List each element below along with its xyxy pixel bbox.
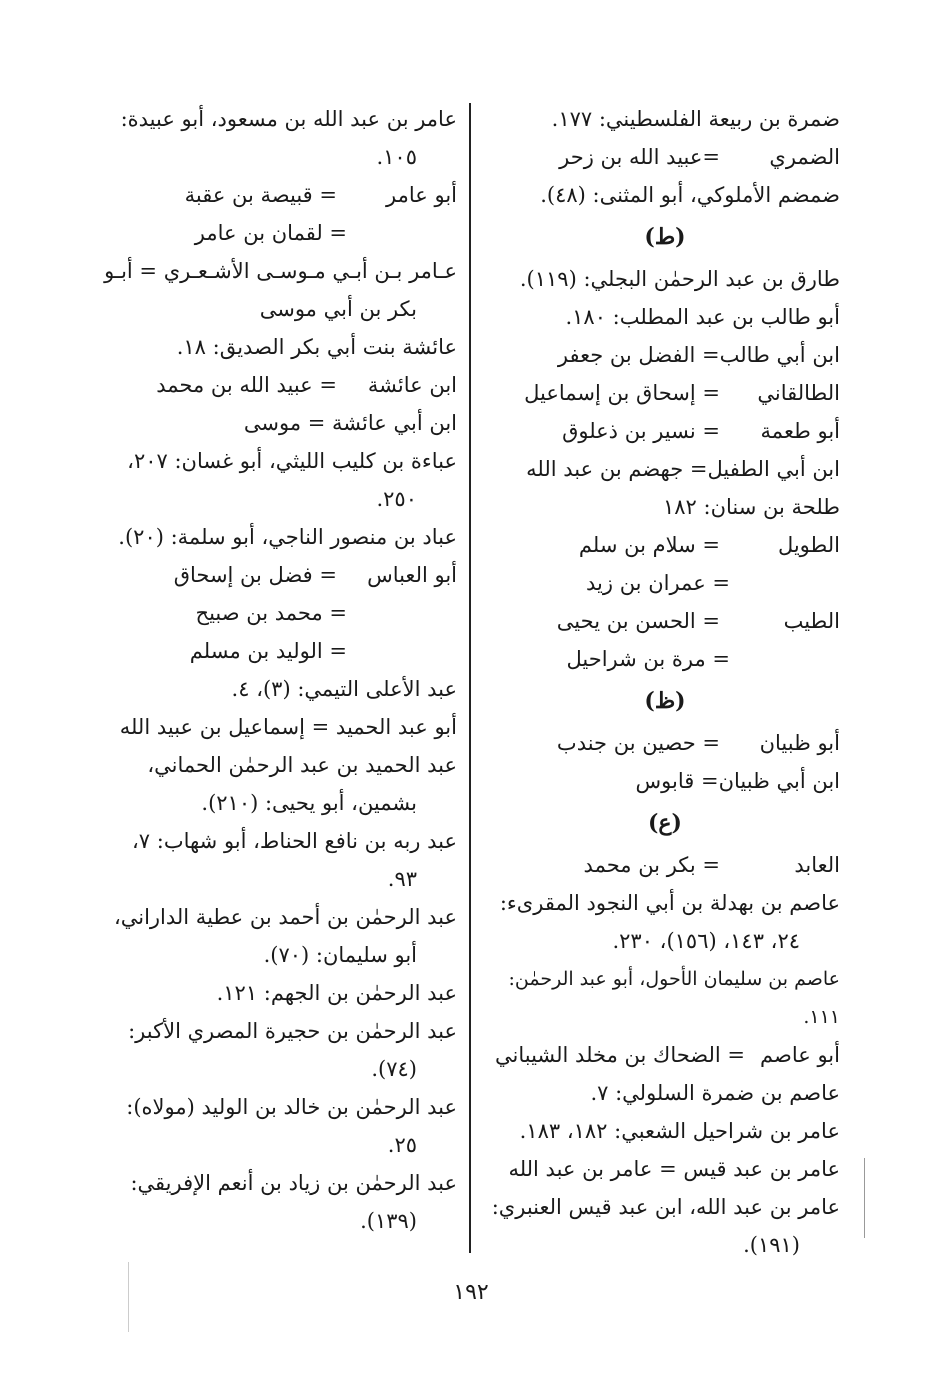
cross-reference-value: = محمد بن صبيح — [195, 601, 347, 625]
cross-reference-value: =عبيد الله بن زحر — [559, 145, 720, 169]
index-entry: عـامر بـن أبـي مـوسـى الأشـعـري = أبـو — [104, 259, 457, 283]
cross-reference-key: الطيب — [783, 609, 840, 633]
index-entry: عبد الحميد بن عبد الرحمٰن الحماني، — [147, 753, 457, 777]
cross-reference — [490, 846, 840, 884]
index-entry: عاصم بن ضمرة السلولي: ٧. — [590, 1081, 840, 1105]
letter-heading-za: (ظ) — [644, 688, 686, 714]
cross-reference — [490, 450, 840, 488]
index-entry: طلحة بن سنان: ١٨٢ — [662, 495, 840, 519]
cross-reference-value: = عمران بن زيد — [586, 571, 730, 595]
index-entry-continuation: ٢٤، ١٤٣، (١٥٦)، ٢٣٠. — [612, 929, 800, 953]
index-entry: عبد الأعلى التيمي: (٣)، ٤. — [231, 677, 457, 701]
index-entry-continuation: (٧٤). — [371, 1057, 417, 1081]
cross-reference — [490, 724, 840, 762]
index-entry: عامر بن شراحيل الشعبي: ١٨٢، ١٨٣. — [519, 1119, 840, 1143]
cross-reference — [490, 762, 840, 800]
cross-reference-key: أبو ظبيان — [759, 731, 840, 755]
cross-reference-value: = لقمان بن عامر — [194, 221, 347, 245]
index-entry: عبد الرحمٰن بن حجيرة المصري الأكبر: — [128, 1019, 457, 1043]
index-column-right — [490, 100, 840, 1264]
index-entry-continuation: بكر بن أبي موسى — [259, 297, 417, 321]
cross-reference-value: = الحسن بن يحيى — [556, 609, 720, 633]
cross-reference-value: = إسحاق بن إسماعيل — [524, 381, 720, 405]
cross-reference-value: = نسير بن ذعلوق — [562, 419, 720, 443]
index-entry: أبو طالب بن عبد المطلب: ١٨٠. — [565, 305, 840, 329]
cross-reference-key: العابد — [794, 853, 840, 877]
index-entry: عبد الرحمٰن بن خالد بن الوليد (مولاه): — [126, 1095, 457, 1119]
cross-reference-key: الطالقاني — [757, 381, 840, 405]
index-entry: عبد الرحمٰن بن الجهم: ١٢١. — [216, 981, 457, 1005]
index-entry-continuation: أبو سليمان: (٧٠). — [263, 943, 417, 967]
cross-reference — [490, 138, 840, 176]
cross-reference — [490, 336, 840, 374]
index-entry: ابن أبي عائشة = موسى — [243, 411, 457, 435]
letter-heading-ta: (ط) — [644, 224, 686, 250]
index-entry: عباد بن منصور الناجي، أبو سلمة: (٢٠). — [118, 525, 457, 549]
cross-reference-value: = فضل بن إسحاق — [173, 563, 337, 587]
cross-reference-key: الطويل — [777, 533, 840, 557]
index-entry: عاصم بن سليمان الأحول، أبو عبد الرحمٰن: ١١١. — [508, 968, 840, 1028]
cross-reference — [490, 374, 840, 412]
index-column-left — [82, 100, 457, 1240]
index-entry: عبد ربه بن نافع الحناط، أبو شهاب: ٧، — [132, 829, 457, 853]
cross-reference-key: ابن أبي طالب — [719, 343, 840, 367]
cross-reference-value: = حصين بن جندب — [556, 731, 720, 755]
scan-artifact-line — [864, 1158, 865, 1238]
cross-reference — [82, 556, 457, 594]
index-entry: طارق بن عبد الرحمٰن البجلي: (١١٩). — [519, 267, 840, 291]
index-entry-continuation: ٩٣. — [387, 867, 417, 891]
cross-reference-key: أبو العباس — [367, 563, 457, 587]
index-entry: عامر بن عبد الله بن مسعود، أبو عبيدة: — [120, 107, 457, 131]
index-entry-continuation: ٢٥. — [387, 1133, 417, 1157]
cross-reference-value: = سلام بن سلم — [578, 533, 720, 557]
cross-reference-value: = قابوس — [635, 769, 719, 793]
index-entry-continuation: (١٩١). — [743, 1233, 800, 1257]
cross-reference-value: = بكر بن محمد — [583, 853, 720, 877]
cross-reference — [82, 366, 457, 404]
index-entry: ضمضم الأملوكي، أبو المثنى: (٤٨). — [540, 183, 840, 207]
letter-heading-ain: (ع) — [648, 810, 682, 836]
cross-reference-key: أبو عامر — [386, 183, 457, 207]
cross-reference — [490, 526, 840, 564]
index-entry: أبو عبد الحميد = إسماعيل بن عبيد الله — [119, 715, 457, 739]
cross-reference-value: = عبيد الله بن محمد — [156, 373, 337, 397]
index-entry-continuation: ٢٥٠. — [376, 487, 417, 511]
index-entry: عبد الرحمٰن بن زياد بن أنعم الإفريقي: — [130, 1171, 457, 1195]
index-entry: عاصم بن بهدلة بن أبي النجود المقرىء: — [499, 891, 840, 915]
column-divider — [469, 103, 471, 1253]
index-entry-continuation: (١٣٩). — [360, 1209, 417, 1233]
index-entry: عائشة بنت أبي بكر الصديق: ١٨. — [176, 335, 457, 359]
cross-reference — [490, 602, 840, 640]
index-entry: عبد الرحمٰن بن أحمد بن عطية الداراني، — [113, 905, 457, 929]
cross-reference — [490, 1036, 840, 1074]
cross-reference-key: الضمري — [769, 145, 840, 169]
cross-reference-value: = جهضم بن عبد الله — [526, 457, 708, 481]
index-entry: عامر بن عبد الله، ابن عبد قيس العنبري: — [491, 1195, 840, 1219]
index-entry-continuation: بشمين، أبو يحيى: (٢١٠). — [201, 791, 417, 815]
cross-reference-value: = الضحاك بن مخلد الشيباني — [494, 1043, 745, 1067]
cross-reference-key: أبو عاصم — [760, 1043, 840, 1067]
cross-reference-value: = الفضل بن جعفر — [557, 343, 720, 367]
cross-reference — [82, 176, 457, 214]
cross-reference-value: = قبيصة بن عقبة — [184, 183, 337, 207]
index-entry: عامر بن عبد قيس = عامر بن عبد الله — [508, 1157, 840, 1181]
cross-reference-key: أبو طعمة — [760, 419, 840, 443]
cross-reference-value: = الوليد بن مسلم — [189, 639, 347, 663]
index-entry-continuation: ١٠٥. — [376, 145, 417, 169]
cross-reference-key: ابن عائشة — [367, 373, 457, 397]
cross-reference — [490, 412, 840, 450]
page-number: ١٩٢ — [453, 1280, 489, 1305]
cross-reference-key: ابن أبي ظبيان — [718, 769, 840, 793]
cross-reference-key: ابن أبي الطفيل — [707, 457, 840, 481]
index-entry: عباءة بن كليب الليثي، أبو غسان: ٢٠٧، — [127, 449, 457, 473]
index-entry: ضمرة بن ربيعة الفلسطيني: ١٧٧. — [551, 107, 840, 131]
cross-reference-value: = مرة بن شراحيل — [566, 647, 730, 671]
